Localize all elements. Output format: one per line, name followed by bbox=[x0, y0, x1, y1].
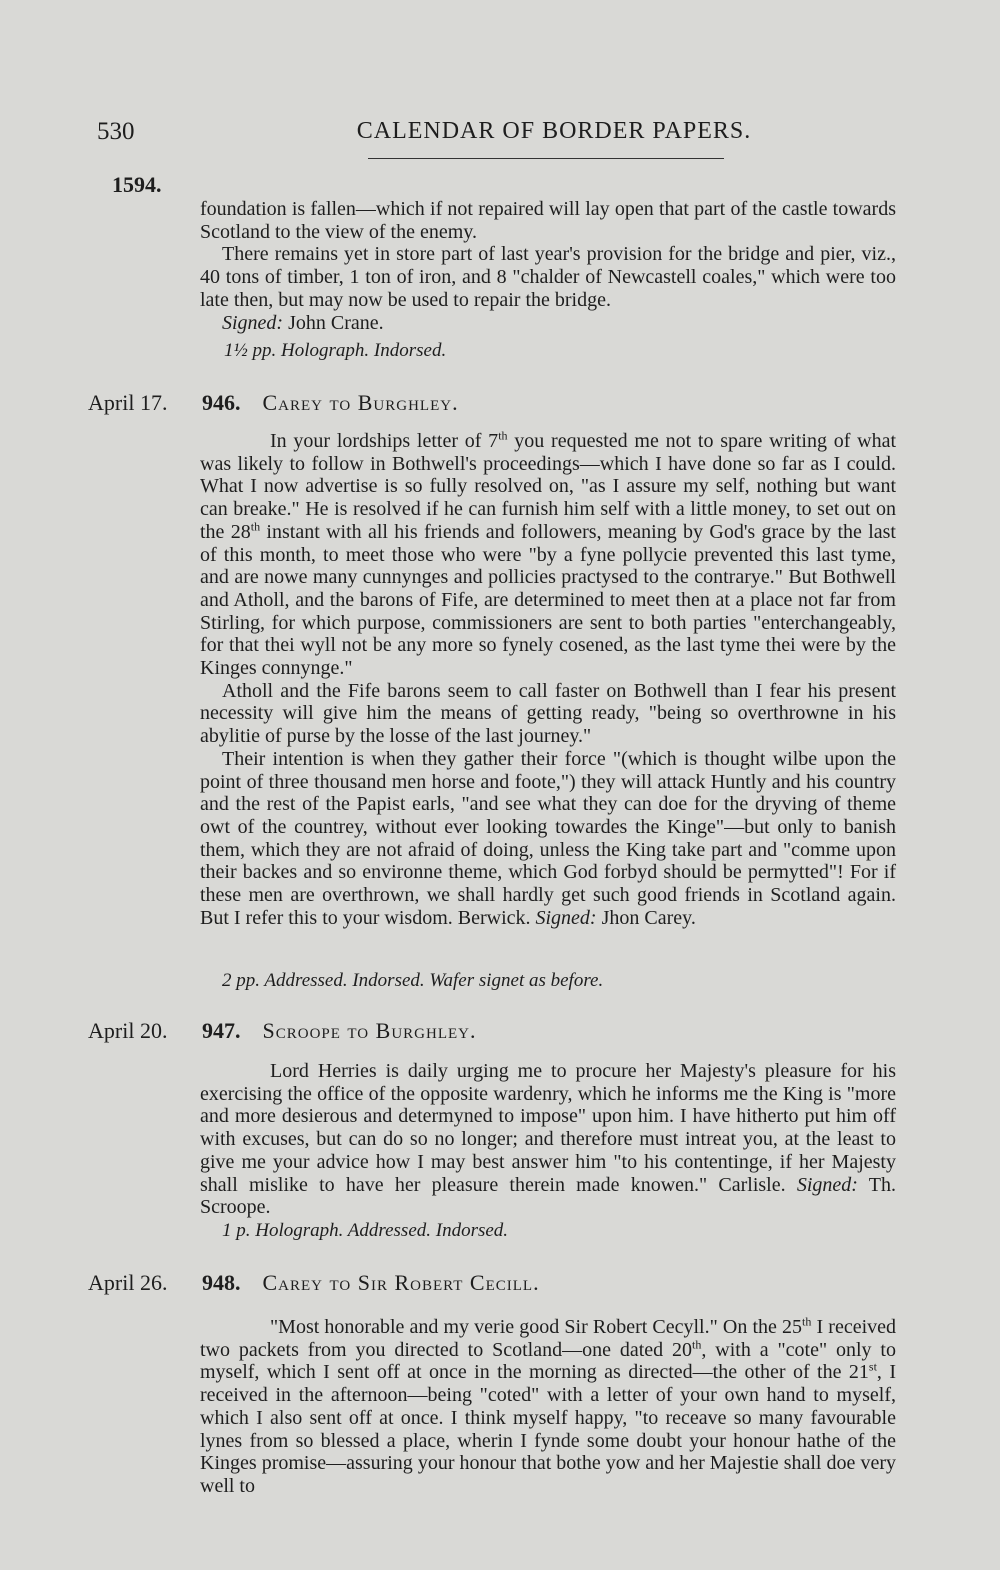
entry-date: April 20. bbox=[88, 1018, 168, 1043]
entry-date: April 26. bbox=[88, 1270, 168, 1295]
header-rule bbox=[368, 158, 724, 159]
running-head: CALENDAR OF BORDER PAPERS. bbox=[356, 118, 752, 144]
paragraph: "Most honorable and my verie good Sir Robert Cecyll." On the 25th I received two packets from you directed to Scotland—one dated 20th, with a "cote" only to myself, which I sent off at once in the morning as directed—the other of the 21st, I received in the afternoon—being "coted" with a letter of your own hand to myself, which I also sent off at once. I think myself happy, "to receave so many favourable lynes from so blessed a place, wherin I fynde some doubt your honour hathe of the Kinges promise—assuring your honour that bothe yow and her Majestie shall doe very well to bbox=[200, 1314, 897, 1497]
entry-body bbox=[200, 1060, 896, 1219]
entry-body bbox=[200, 430, 896, 929]
signed-label: Signed: bbox=[222, 311, 284, 334]
entry-heading bbox=[202, 1018, 476, 1044]
signer: Th. Scroope. bbox=[200, 1173, 897, 1219]
entry-meta: 1½ pp. Holograph. Indorsed. bbox=[224, 340, 447, 361]
signer: Jhon Carey. bbox=[601, 906, 696, 929]
signature-line bbox=[200, 312, 896, 335]
entry-date: April 17. bbox=[88, 390, 168, 415]
signed-label: Signed: bbox=[796, 1173, 858, 1196]
entry-heading bbox=[202, 1270, 540, 1296]
entry-number: 946. bbox=[202, 390, 241, 415]
page-number: 530 bbox=[97, 118, 135, 145]
signed-label: Signed: bbox=[535, 906, 597, 929]
entry-body bbox=[200, 1316, 896, 1498]
paragraph: Lord Herries is daily urging me to procure her Majesty's pleasure for his exercising the office of the opposite wardenry, which he informs me the King is "more and more desierous and determyned to impose" upon him. I have hitherto put him off with excuses, but can do so no longer; and therefore must intreat you, at the least to give me your advice how I may best answer him "to his contentinge, if her Majesty shall mislike to have her pleasure therein made knowen." Carlisle. Signed: Th. Scroope. bbox=[200, 1060, 897, 1219]
page-header bbox=[0, 112, 1000, 152]
entry-heading bbox=[202, 390, 459, 416]
year-marginal: 1594. bbox=[112, 172, 162, 197]
entry-meta: 2 pp. Addressed. Indorsed. Wafer signet as before. bbox=[222, 970, 604, 991]
entry-title: Scroope to Burghley. bbox=[262, 1018, 477, 1043]
signer: John Crane. bbox=[288, 311, 384, 334]
entry-meta: 1 p. Holograph. Addressed. Indorsed. bbox=[222, 1220, 509, 1241]
paragraph: Atholl and the Fife barons seem to call faster on Bothwell than I fear his present necessity will give him the means of getting ready, "being so overthrowne in his abylitie of purse by the losse of the last journey." bbox=[200, 679, 896, 748]
entry-title: Carey to Sir Robert Cecill. bbox=[262, 1270, 540, 1295]
paragraph: In your lordships letter of 7th you requested me not to spare writing of what was likely to follow in Bothwell's proceedings—which I have done so far as I could. What I now advertise is so fully resolved on, "as I assure my self, nothing but want can breake." He is resolved if he can furnish him self with a little money, to set out on the 28th instant with all his friends and followers, meaning by God's grace by the last of this month, to meet those who were "by a fyne pollycie prevented this last tyme, and are nowe many cunnynges and pollicies practysed to the contrarye." But Bothwell and Atholl, and the barons of Fife, are determined to meet then at a place not far from Stirling, for which purpose, commissioners are sent to both parties "enterchangeably, for that thei wyll not be any more so fynely cosened, as the last tyme thei were by the Kinges connynge." bbox=[200, 428, 897, 680]
paragraph: foundation is fallen—which if not repaired will lay open that part of the castle towards Scotland to the view of the enemy. bbox=[200, 198, 896, 243]
paragraph: Their intention is when they gather their force "(which is thought wilbe upon the point of three thousand men horse and foote,") they will attack Huntly and his country and the rest of the Papist earls, "and see what they can doe for the dryving of theme owt of the countrey, without ever looking towardes the Kinge"—but only to banish them, which they are not afraid of doing, unless the King take part and "comme upon their backes and so environne theme, which God forbyd should be permytted"! For if these men are overthrown, we shall hardly get such good friends in Scotland again. But I refer this to your wisdom. Berwick. Signed: Jhon Carey. bbox=[200, 747, 896, 929]
entry-title: Carey to Burghley. bbox=[262, 390, 459, 415]
entry-number: 948. bbox=[202, 1270, 241, 1295]
paragraph: There remains yet in store part of last year's provision for the bridge and pier, viz., 40 tons of timber, 1 ton of iron, and 8 "chalder of Newcastell coales," which were too late then, but may now be used to repair the bridge. bbox=[200, 243, 896, 311]
entry-number: 947. bbox=[202, 1018, 241, 1043]
continuation-text bbox=[200, 198, 896, 334]
